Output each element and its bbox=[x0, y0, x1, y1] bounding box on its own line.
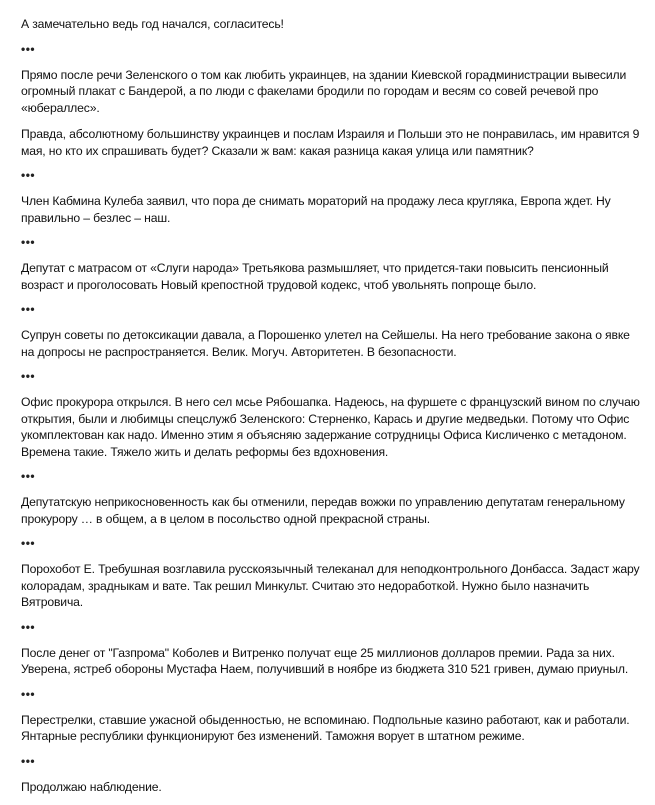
separator: ••• bbox=[21, 235, 36, 249]
paragraph: Порохобот Е. Требушная возглавила русскоязычный телеканал для неподконтрольного Донбасса. Задаст жару колорадам, зрадныкам и вате. Так решил Минкульт. Считаю это недоработкой. Нужно было назначить Вятровича. bbox=[21, 562, 640, 609]
paragraph: Продолжаю наблюдение. bbox=[21, 779, 162, 794]
separator: ••• bbox=[21, 302, 36, 316]
paragraph: Прямо после речи Зеленского о том как любить украинцев, на здании Киевской горадминистрации вывесили огромный плакат с Бандерой, а по люди с факелами бродили по городам и весям со совей речевой про «юбераллес». bbox=[21, 67, 627, 115]
separator: ••• bbox=[21, 753, 36, 768]
paragraph: А замечательно ведь год начался, согласитесь! bbox=[21, 17, 284, 31]
separator: ••• bbox=[21, 168, 36, 182]
paragraph: Правда, абсолютному большинству украинцев и послам Израиля и Польши это не понравилась, им нравится 9 мая, но кто их спрашивать будет? Сказали ж вам: какая разница какая улица или памятник? bbox=[21, 127, 640, 158]
paragraph: Перестрелки, ставшие ужасной обыденностью, не вспоминаю. Подпольные казино работают, как и работали. Янтарные республики функционируют без изменений. Таможня ворует в штатном режиме. bbox=[21, 712, 630, 743]
separator: ••• bbox=[21, 469, 36, 483]
separator: ••• bbox=[21, 536, 36, 550]
paragraph: Депутат с матрасом от «Слуги народа» Третьякова размышляет, что придется-таки повысить пенсионный возраст и проголосовать Новый крепостной трудовой кодекс, чтоб увольнять попроще было. bbox=[21, 261, 609, 292]
separator: ••• bbox=[21, 41, 36, 56]
paragraph: Офис прокурора открылся. В него сел мсье Рябошапка. Надеюсь, на фуршете с французский вином по случаю открытия, были и любимцы спецслужб Зеленского: Стерненко, Карась и другие медведьки. Потому что Офис укомплектован как надо. Именно этим я объясняю задержание сотрудницы Офиса Кисличенко с метадоном. Времена такие. Тяжело жить и делать реформы без вдохновения. bbox=[21, 395, 640, 459]
paragraph: Супрун советы по детоксикации давала, а Порошенко улетел на Сейшелы. На него требование закона о явке на допросы не распространяется. Велик. Могуч. Авторитетен. В безопасности. bbox=[21, 328, 630, 359]
separator: ••• bbox=[21, 369, 36, 383]
paragraph: После денег от "Газпрома" Коболев и Витренко получат еще 25 миллионов долларов премии. Рада за них. Уверена, ястреб обороны Мустафа Наем, получивший в ноябре из бюджета 310 521 гривен, думаю приуныл. bbox=[21, 645, 629, 676]
separator: ••• bbox=[21, 619, 36, 634]
paragraph: Депутатскую неприкосновенность как бы отменили, передав вожжи по управлению депутатам генеральному прокурору … в общем, а в целом в посольство одной прекрасной страны. bbox=[21, 495, 625, 526]
paragraph: Член Кабмина Кулеба заявил, что пора де снимать мораторий на продажу леса кругляка, Европа ждет. Ну правильно – безлес – наш. bbox=[21, 194, 611, 225]
separator: ••• bbox=[21, 686, 36, 701]
